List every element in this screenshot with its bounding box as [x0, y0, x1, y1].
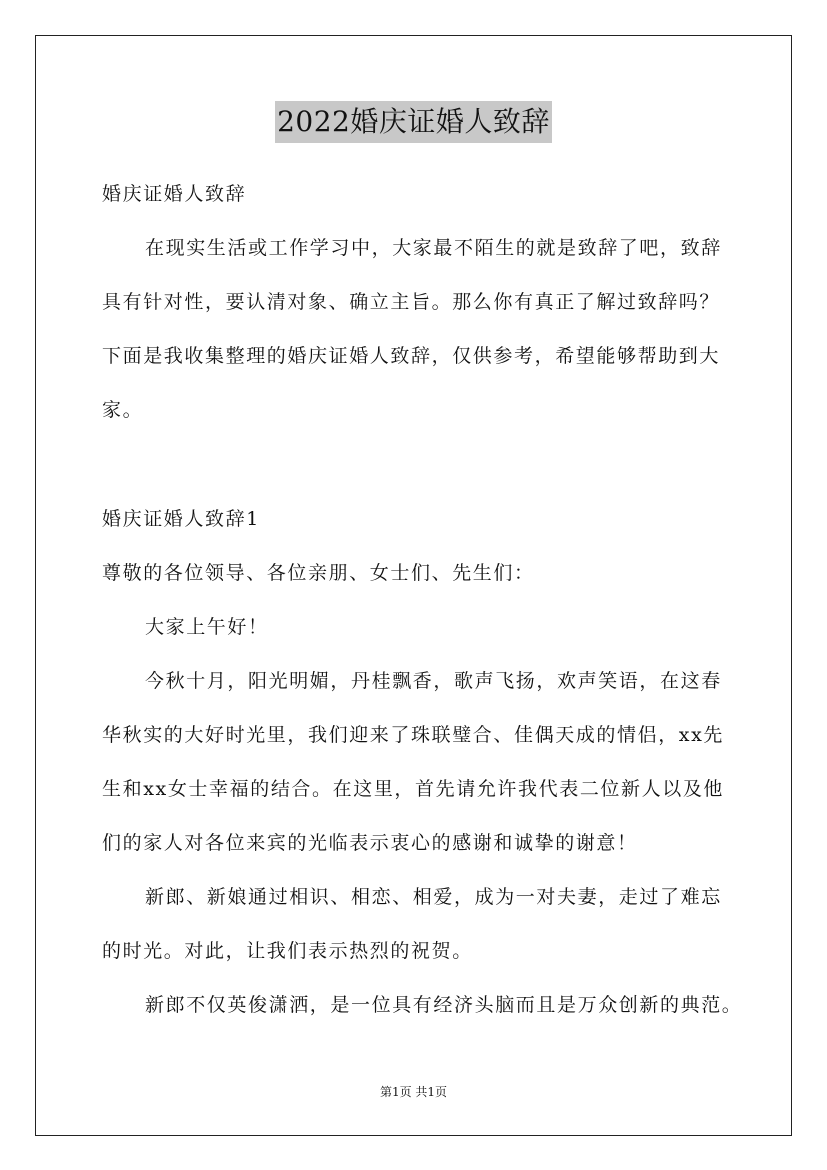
document-subtitle: 婚庆证婚人致辞	[102, 183, 247, 205]
para2-line-1: 新郎、新娘通过相识、相恋、相爱，成为一对夫妻，走过了难忘	[145, 886, 722, 908]
para2-line-2: 的时光。对此，让我们表示热烈的祝贺。	[102, 940, 473, 962]
document-title: 2022婚庆证婚人致辞	[275, 101, 552, 143]
para1-line-2: 华秋实的大好时光里，我们迎来了珠联璧合、佳偶天成的情侣，xx先	[102, 724, 725, 746]
page-footer	[0, 1084, 827, 1100]
para1-line-3: 生和xx女士幸福的结合。在这里，首先请允许我代表二位新人以及他	[102, 778, 725, 800]
intro-line-3: 下面是我收集整理的婚庆证婚人致辞，仅供参考，希望能够帮助到大	[102, 345, 721, 367]
para3-line-1: 新郎不仅英俊潇洒，是一位具有经济头脑而且是万众创新的典范。	[145, 994, 743, 1016]
title-container	[0, 101, 827, 143]
section-heading: 婚庆证婚人致辞1	[102, 508, 260, 530]
page-number-label: 第1页 共1页	[379, 1085, 448, 1099]
salutation: 尊敬的各位领导、各位亲朋、女士们、先生们：	[102, 562, 535, 584]
intro-line-2: 具有针对性，要认清对象、确立主旨。那么你有真正了解过致辞吗？	[102, 291, 721, 313]
intro-line-1: 在现实生活或工作学习中，大家最不陌生的就是致辞了吧，致辞	[145, 237, 722, 259]
intro-line-4: 家。	[102, 399, 144, 421]
greeting: 大家上午好！	[145, 616, 269, 638]
para1-line-1: 今秋十月，阳光明媚，丹桂飘香，歌声飞扬，欢声笑语，在这春	[145, 670, 722, 692]
para1-line-4: 们的家人对各位来宾的光临表示衷心的感谢和诚挚的谢意！	[102, 832, 638, 854]
